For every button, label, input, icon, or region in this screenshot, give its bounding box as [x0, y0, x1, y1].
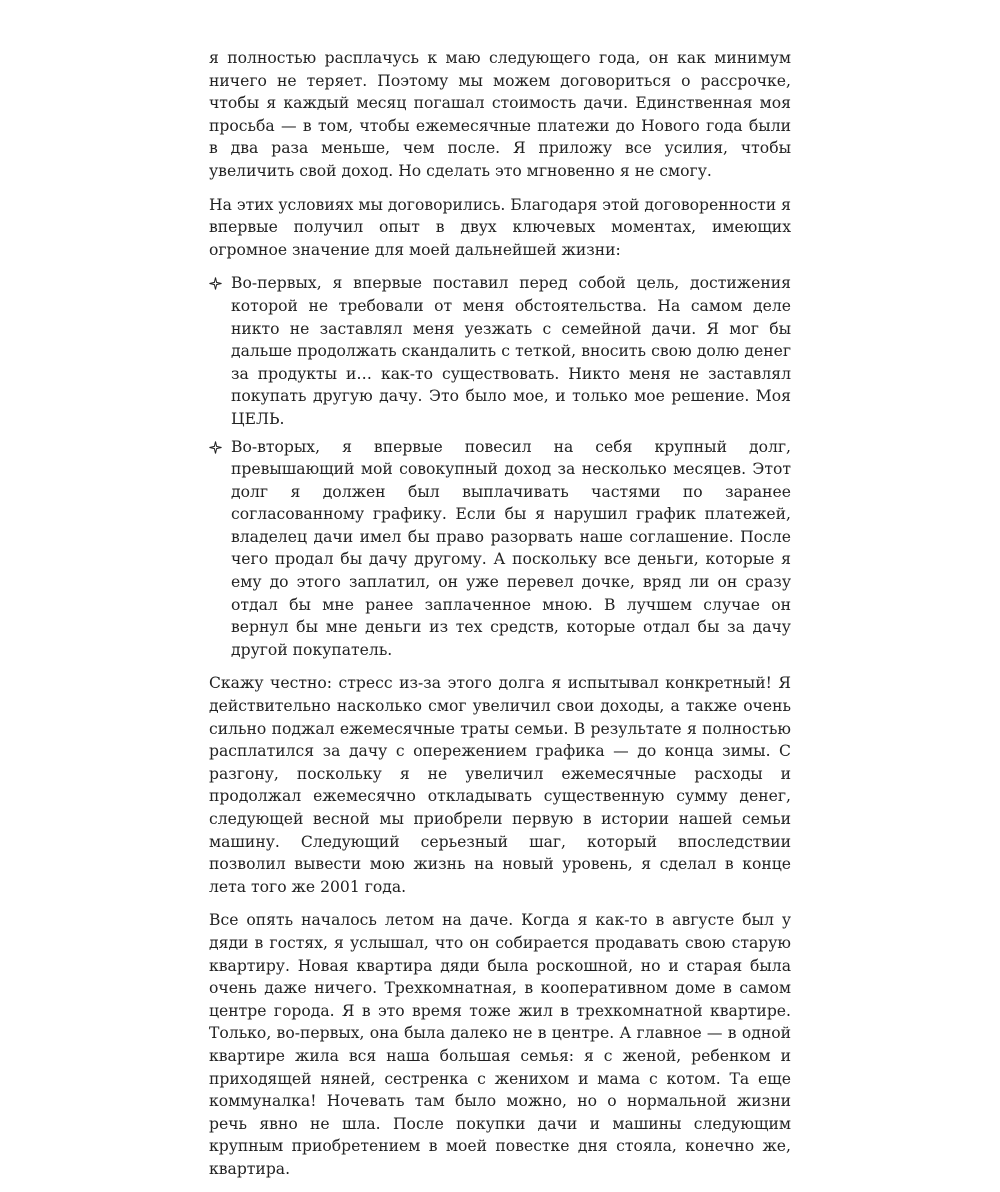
- paragraph: я полностью расплачусь к маю следующего года, он как минимум ничего не теряет. Поэтому мы можем договориться о рассрочке, чтобы я каждый месяц погашал стоимость дачи. Единственная моя просьба — в том, чтобы ежемесячные платежи до Нового года были в два раза меньше, чем после. Я приложу все усилия, чтобы увеличить свой доход. Но сделать это мгновенно я не смогу.: [209, 49, 791, 180]
- list-item: [209, 436, 791, 662]
- list-item: [209, 272, 791, 430]
- book-page: [209, 47, 791, 1192]
- paragraph: Скажу честно: стресс из-за этого долга я испытывал конкретный! Я действительно насколько смог увеличил свои доходы, а также очень сильно поджал ежемесячные траты семьи. В результате я полностью расплатился за дачу с опережением графика — до конца зимы. С разгону, поскольку я не увеличил ежемесячные расходы и продолжал ежемесячно откладывать существенную сумму денег, следующей весной мы приобрели первую в истории нашей семьи машину. Следующий серьезный шаг, который впоследствии позволил вывести мою жизнь на новый уровень, я сделал в конце лета того же 2001 года.: [209, 674, 791, 896]
- four-point-star-icon: [209, 436, 225, 458]
- paragraph: На этих условиях мы договорились. Благодаря этой договоренности я впервые получил опыт в двух ключевых моментах, имеющих огромное значение для моей дальнейшей жизни:: [209, 195, 791, 259]
- list-item-text: Во-первых, я впервые поставил перед собой цель, достижения которой не требовали от меня обстоятельства. На самом деле никто не заставлял меня уезжать с семейной дачи. Я мог бы дальше продолжать скандалить с теткой, вносить свою долю денег за продукты и… как-то существовать. Никто меня не заставлял покупать другую дачу. Это было мое, и только мое решение. Моя ЦЕЛЬ.: [231, 274, 791, 428]
- bullet-list: [209, 272, 791, 661]
- four-point-star-icon: [209, 272, 225, 294]
- paragraph: Все опять началось летом на даче. Когда я как-то в августе был у дяди в гостях, я услышал, что он собирается продавать свою старую квартиру. Новая квартира дяди была роскошной, но и старая была очень даже ничего. Трехкомнатная, в кооперативном доме в самом центре города. Я в это время тоже жил в трехкомнатной квартире. Только, во-первых, она была далеко не в центре. А главное — в одной квартире жила вся наша большая семья: я с женой, ребенком и приходящей няней, сестренка с женихом и мама с котом. Та еще коммуналка! Ночевать там было можно, но о нормальной жизни речь явно не шла. После покупки дачи и машины следующим крупным приобретением в моей повестке дня стояла, конечно же, квартира.: [209, 911, 791, 1178]
- list-item-text: Во-вторых, я впервые повесил на себя крупный долг, превышающий мой совокупный доход за несколько месяцев. Этот долг я должен был выплачивать частями по заранее согласованному графику. Если бы я нарушил график платежей, владелец дачи имел бы право разорвать наше соглашение. После чего продал бы дачу другому. А поскольку все деньги, которые я ему до этого заплатил, он уже перевел дочке, вряд ли он сразу отдал бы мне ранее заплаченное мною. В лучшем случае он вернул бы мне деньги из тех средств, которые отдал бы за дачу другой покупатель.: [231, 437, 791, 659]
